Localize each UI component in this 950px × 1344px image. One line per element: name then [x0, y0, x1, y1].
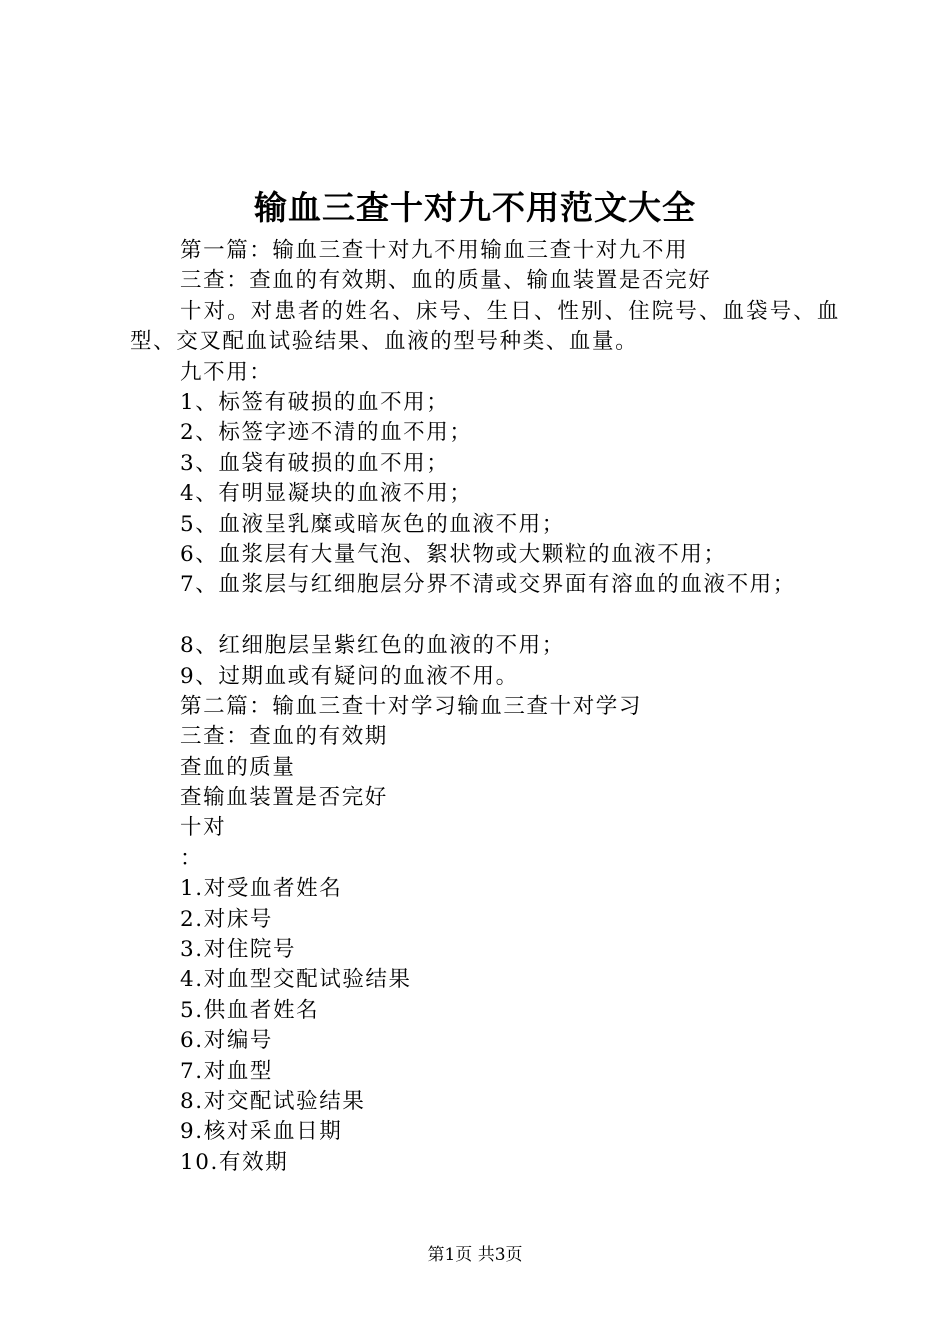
list-item: 5、血液呈乳糜或暗灰色的血液不用； — [180, 511, 565, 537]
list-item: 10.有效期 — [180, 1149, 289, 1175]
section-heading-1: 第一篇：输血三查十对九不用输血三查十对九不用 — [180, 238, 689, 263]
list-item: 9、过期血或有疑问的血液不用。 — [180, 663, 519, 689]
list-item: 6、血浆层有大量气泡、絮状物或大颗粒的血液不用； — [180, 541, 727, 567]
list-item: 8、红细胞层呈紫红色的血液的不用； — [180, 633, 565, 659]
list-item: 4.对血型交配试验结果 — [180, 967, 412, 993]
document-body — [130, 236, 840, 1178]
paragraph-line: 三查：查血的有效期 — [180, 724, 388, 750]
blank-line — [130, 601, 840, 631]
list-item: 2、标签字迹不清的血不用； — [180, 420, 473, 446]
paragraph-line: 查输血装置是否完好 — [180, 785, 388, 811]
list-item: 3.对住院号 — [180, 937, 297, 963]
section-heading-2: 第二篇：输血三查十对学习输血三查十对学习 — [180, 693, 643, 719]
list-item: 1、标签有破损的血不用； — [180, 389, 450, 415]
list-item: 2.对床号 — [180, 906, 274, 932]
page-footer: 第1页 共3页 — [427, 1245, 523, 1265]
list-item: 5.供血者姓名 — [180, 997, 320, 1023]
list-item: 9.核对采血日期 — [180, 1119, 343, 1145]
list-item: 7、血浆层与红细胞层分界不清或交界面有溶血的血液不用； — [180, 572, 796, 598]
list-item: 7.对血型 — [180, 1058, 274, 1084]
paragraph-ten-verifications: 十对。对患者的姓名、床号、生日、性别、住院号、血袋号、血型、交叉配血试验结果、血液的型号种类、血量。 — [130, 298, 840, 355]
list-item: 1.对受血者姓名 — [180, 876, 343, 902]
list-item: 6.对编号 — [180, 1028, 274, 1054]
paragraph-three-checks: 三查：查血的有效期、血的质量、输血装置是否完好 — [180, 268, 712, 294]
list-item: 3、血袋有破损的血不用； — [180, 450, 450, 476]
list-item: 4、有明显凝块的血液不用； — [180, 481, 473, 507]
paragraph-line: ： — [180, 845, 204, 871]
document-title: 输血三查十对九不用范文大全 — [254, 188, 696, 227]
paragraph-nine-no-use: 九不用： — [180, 359, 273, 385]
paragraph-line: 查血的质量 — [180, 754, 296, 780]
paragraph-line: 十对 — [180, 815, 227, 841]
list-item: 8.对交配试验结果 — [180, 1088, 366, 1114]
